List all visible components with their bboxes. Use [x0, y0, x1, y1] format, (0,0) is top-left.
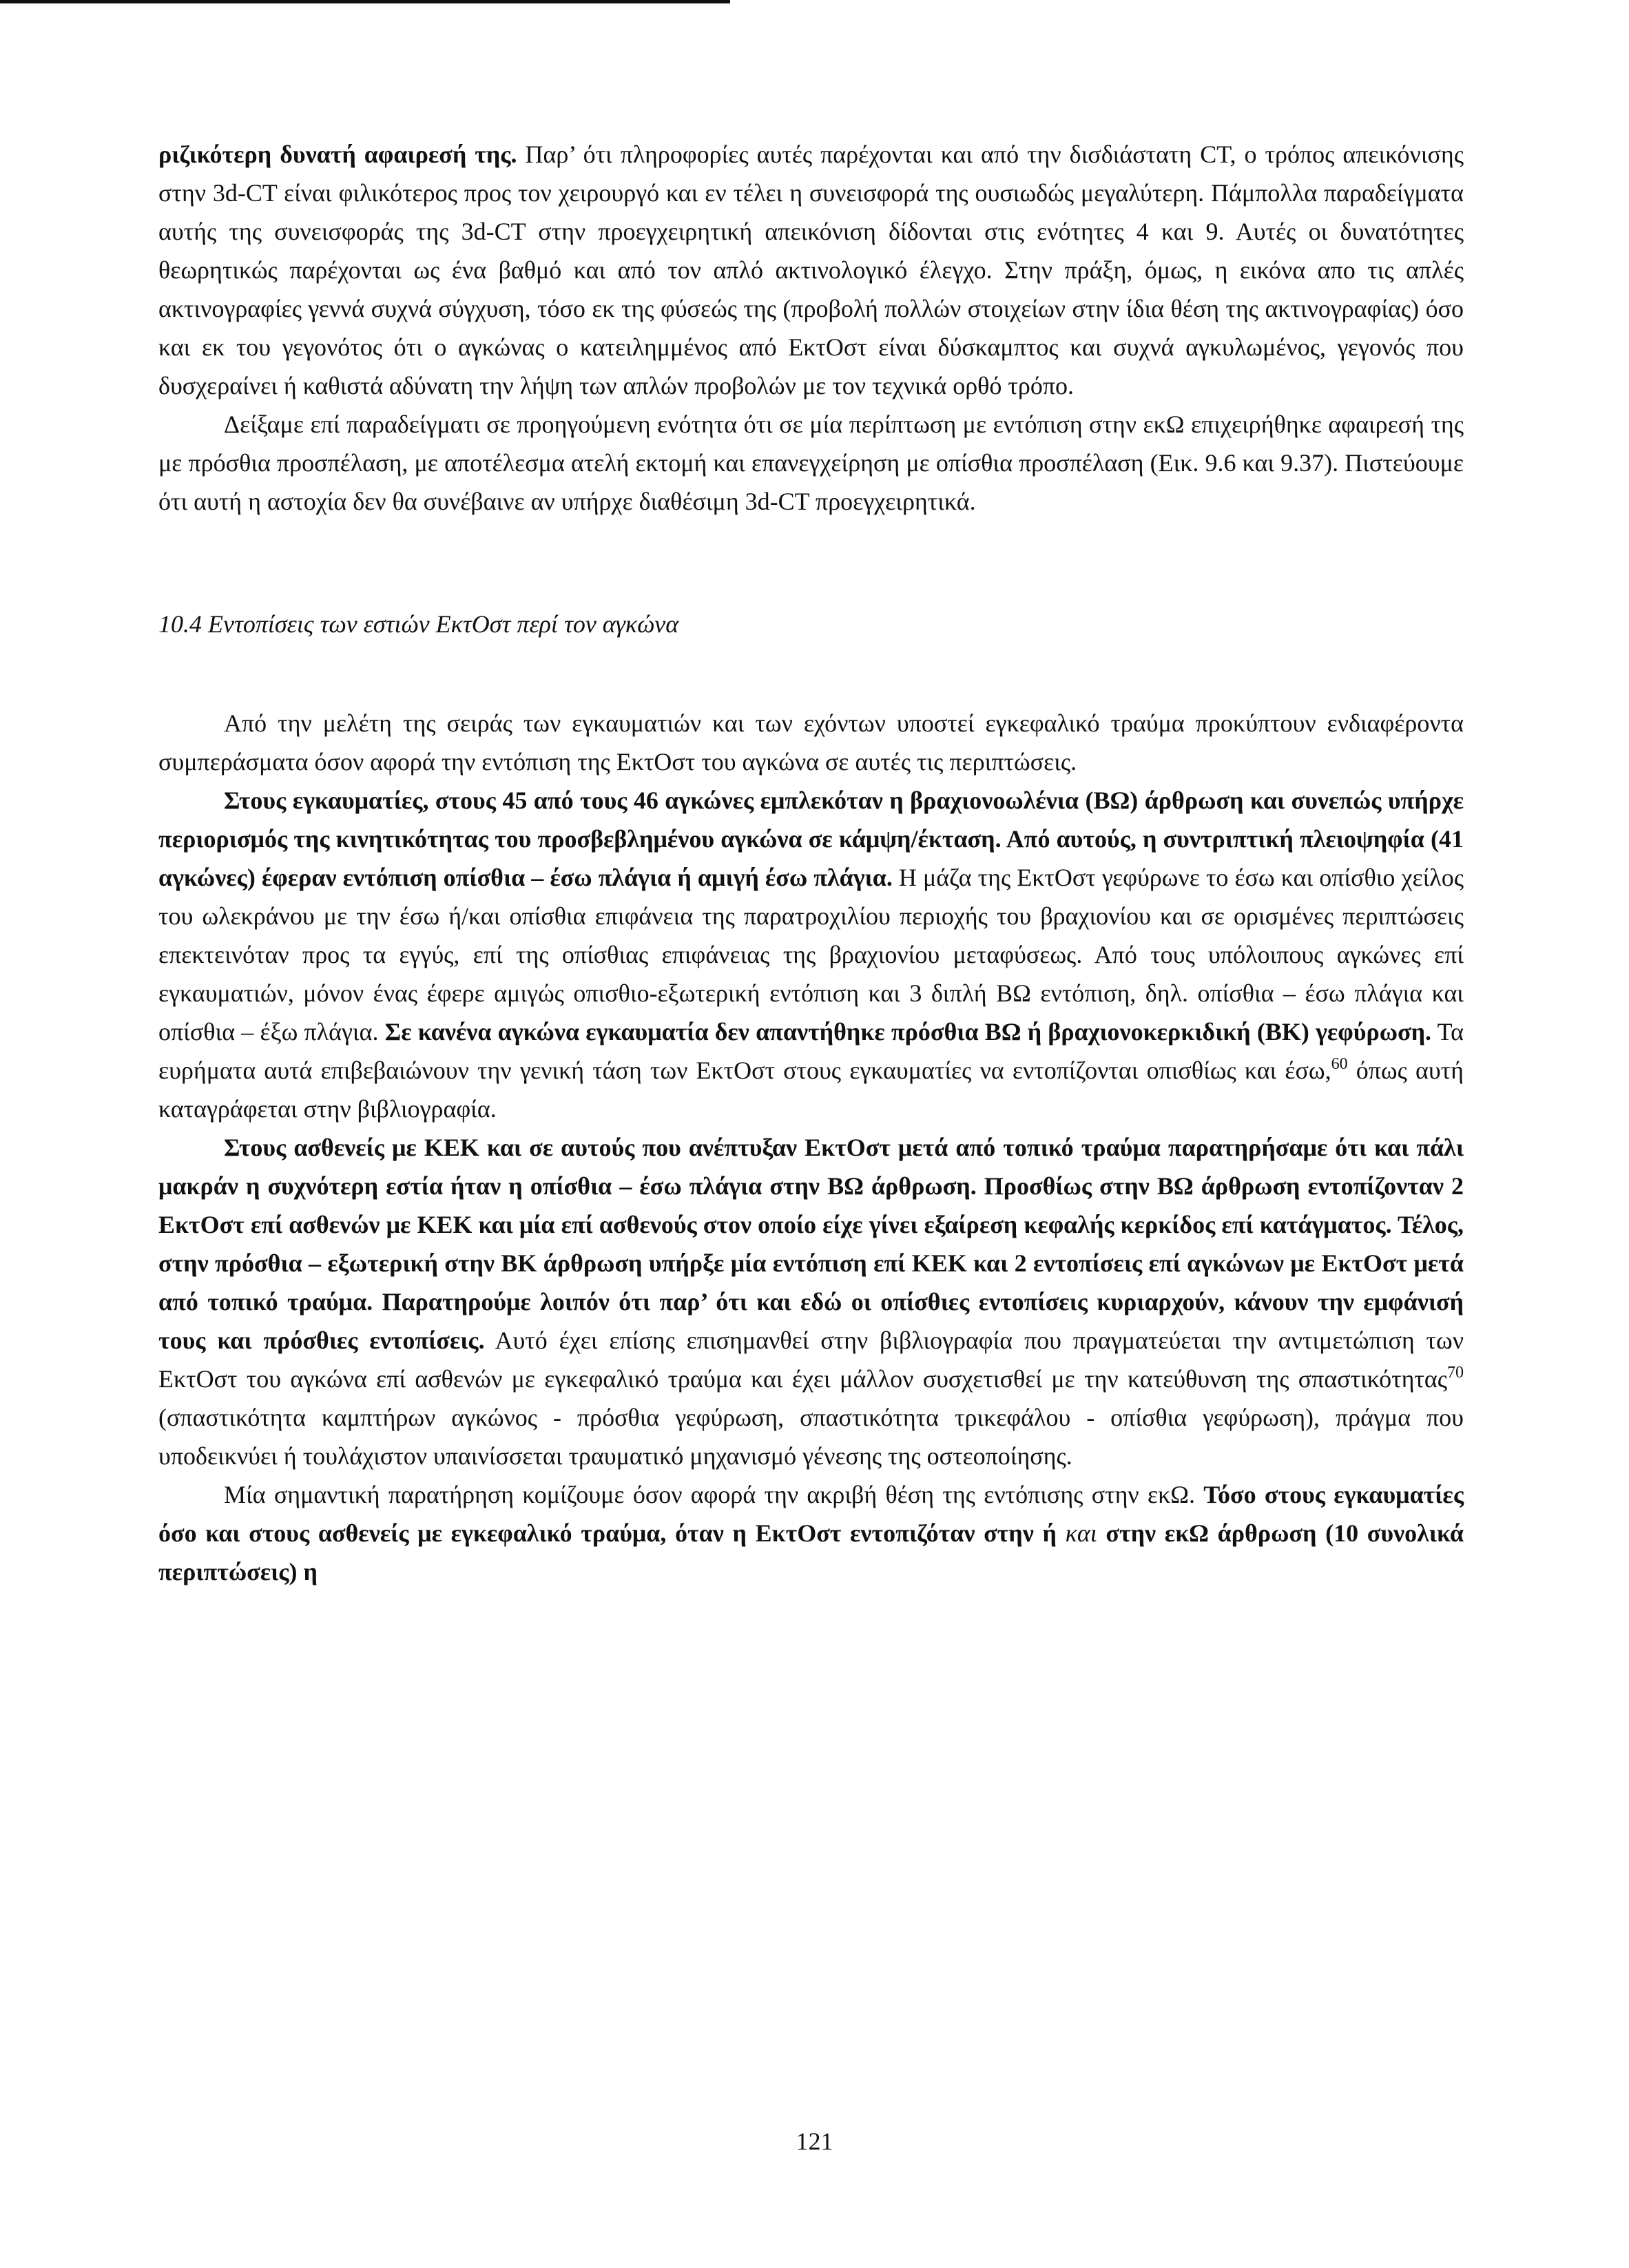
intro-paragraph — [158, 135, 1464, 405]
burns-bold-1: Στους εγκαυματίες, στους 45 από τους 46 αγκώνες εμπλεκόταν η βραχιονοωλένια (ΒΩ) άρθρωση και συνεπώς υπήρχε περιορισμός της κινητικότητας του προσβεβλημένου αγκώνα σε κάμψη/έκταση. Από αυτούς, η συντριπτική πλειοψηφία (41 αγκώνες) έφεραν εντόπιση οπίσθια – έσω πλάγια ή αμιγή έσω πλάγια. — [158, 787, 1464, 891]
page-number: 121 — [796, 2127, 833, 2155]
kek-text-1: Αυτό έχει επίσης επισημανθεί στην βιβλιογραφία που πραγματεύεται την αντιμετώπιση των ΕκτΟστ του αγκώνα επί ασθενών με εγκεφαλικό τραύμα και έχει μάλλον συσχετισθεί με την κατεύθυνση της σπαστικότητας — [158, 1327, 1464, 1393]
burns-text-2: Τα ευρήματα αυτά επιβεβαιώνουν την γενική τάση των ΕκτΟστ στους εγκαυματίες να εντοπίζονται οπισθίως και έσω, — [158, 1018, 1464, 1084]
section-intro-paragraph: Από την μελέτη της σειράς των εγκαυματιών και των εχόντων υποστεί εγκεφαλικό τραύμα προκύπτουν ενδιαφέροντα συμπεράσματα όσον αφορά την εντόπιση της ΕκτΟστ του αγκώνα σε αυτές τις περιπτώσεις. — [158, 709, 1464, 776]
last-italic-1: και — [1065, 1519, 1097, 1547]
burns-text-1: Η μάζα της ΕκτΟστ γεφύρωνε το έσω και οπίσθιο χείλος του ωλεκράνου με την έσω ή/και οπίσθια επιφάνεια της παρατροχιλίου περιοχής του βραχιονίου και σε ορισμένες περιπτώσεις επεκτεινόταν προς τα εγγύς, επί της οπίσθιας επιφάνειας της βραχιονίου μεταφύσεως. Από τους υπόλοιπους αγκώνες επί εγκαυματιών, μόνον ένας έφερε αμιγώς οπισθιο-εξωτερική εντόπιση και 3 διπλή ΒΩ εντόπιση, δηλ. οπίσθια – έσω πλάγια και οπίσθια – έξω πλάγια. — [158, 864, 1464, 1045]
reference-superscript: 60 — [1331, 1055, 1348, 1073]
last-paragraph — [158, 1475, 1464, 1591]
last-bold-2: στην εκΩ άρθρωση (10 συνολικά περιπτώσεις) η — [158, 1519, 1464, 1585]
top-border-rule — [0, 0, 730, 3]
document-page — [158, 135, 1464, 1591]
section-heading: 10.4 Εντοπίσεις των εστιών ΕκτΟστ περί τον αγκώνα — [158, 610, 679, 638]
kek-text-2: (σπαστικότητα καμπτήρων αγκώνος - πρόσθια γεφύρωση, σπαστικότητα τρικεφάλου - οπίσθια γεφύρωση), πράγμα που υποδεικνύει ή τουλάχιστον υπαινίσσεται τραυματικό μηχανισμό γένεσης της οστεοποίησης. — [158, 1404, 1464, 1470]
last-bold-1: Τόσο στους εγκαυματίες όσο και στους ασθενείς με εγκεφαλικό τραύμα, όταν η ΕκτΟστ εντοπιζόταν στην ή — [158, 1481, 1464, 1547]
burns-paragraph — [158, 781, 1464, 1128]
intro-text: Παρ’ ότι πληροφορίες αυτές παρέχονται και από την δισδιάστατη CT, ο τρόπος απεικόνισης στην 3d-CT είναι φιλικότερος προς τον χειρουργό και εν τέλει η συνεισφορά της ουσιωδώς μεγαλύτερη. Πάμπολλα παραδείγματα αυτής της συνεισφοράς της 3d-CT στην προεγχειρητική απεικόνιση δίδονται στις ενότητες 4 και 9. Αυτές οι δυνατότητες θεωρητικώς παρέχονται ως ένα βαθμό και από τον απλό ακτινολογικό έλεγχο. Στην πράξη, όμως, η εικόνα απο τις απλές ακτινογραφίες γεννά συχνά σύγχυση, τόσο εκ της φύσεώς της (προβολή πολλών στοιχείων στην ίδια θέση της ακτινογραφίας) όσο και εκ του γεγονότος ότι ο αγκώνας ο κατειλημμένος από ΕκτΟστ είναι δύσκαμπτος και συχνά αγκυλωμένος, γεγονός που δυσχεραίνει ή καθιστά αδύνατη την λήψη των απλών προβολών με τον τεχνικά ορθό τρόπο. — [158, 141, 1464, 399]
burns-text-3: όπως αυτή καταγράφεται στην βιβλιογραφία. — [158, 1057, 1464, 1123]
burns-bold-2: Σε κανένα αγκώνα εγκαυματία δεν απαντήθηκε πρόσθια ΒΩ ή βραχιονοκερκιδική (ΒΚ) γεφύρωση. — [384, 1018, 1432, 1045]
example-paragraph: Δείξαμε επί παραδείγματι σε προηγούμενη ενότητα ότι σε μία περίπτωση με εντόπιση στην εκΩ επιχειρήθηκε αφαιρεσή της με πρόσθια προσπέλαση, με αποτέλεσμα ατελή εκτομή και επανεγχείρηση με οπίσθια προσπέλαση (Εικ. 9.6 και 9.37). Πιστεύουμε ότι αυτή η αστοχία δεν θα συνέβαινε αν υπήρχε διαθέσιμη 3d-CT προεγχειρητικά. — [158, 410, 1464, 515]
kek-bold-1: Στους ασθενείς με ΚΕΚ και σε αυτούς που ανέπτυξαν ΕκτΟστ μετά από τοπικό τραύμα παρατηρήσαμε ότι και πάλι μακράν η συχνότερη εστία ήταν η οπίσθια – έσω πλάγια στην ΒΩ άρθρωση. Προσθίως στην ΒΩ άρθρωση εντοπίζονταν 2 ΕκτΟστ επί ασθενών με ΚΕΚ και μία επί ασθενούς στον οποίο είχε γίνει εξαίρεση κεφαλής κερκίδος επί κατάγματος. Τέλος, στην πρόσθια – εξωτερική στην ΒΚ άρθρωση υπήρξε μία εντόπιση επί ΚΕΚ και 2 εντοπίσεις επί αγκώνων με ΕκτΟστ μετά από τοπικό τραύμα. Παρατηρούμε λοιπόν ότι παρ’ ότι και εδώ οι οπίσθιες εντοπίσεις κυριαρχούν, κάνουν την εμφάνισή τους και πρόσθιες εντοπίσεις. — [158, 1134, 1464, 1354]
last-text-1: Μία σημαντική παρατήρηση κομίζουμε όσον αφορά την ακριβή θέση της εντόπισης στην εκΩ. — [224, 1481, 1204, 1508]
kek-paragraph — [158, 1128, 1464, 1475]
intro-bold-start: ριζικότερη δυνατή αφαιρεσή της. — [158, 141, 517, 168]
reference-superscript: 70 — [1447, 1364, 1464, 1382]
